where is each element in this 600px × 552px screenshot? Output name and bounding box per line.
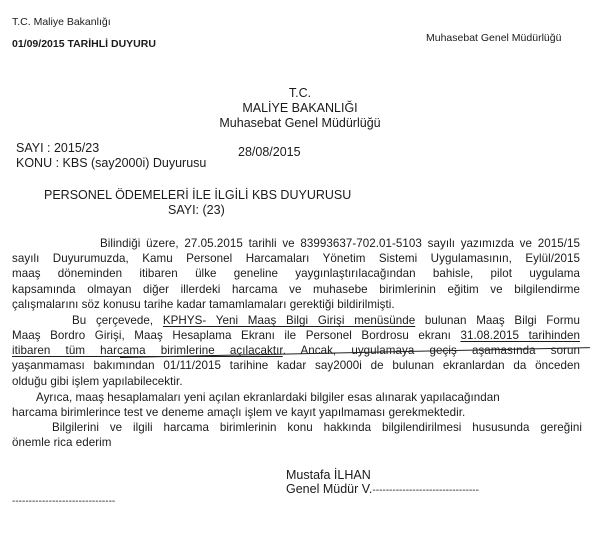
- p1-line-3: maaş döneminden itibaren ülke geneline yaygınlaştırılacağından bahisle, pilot uygulama: [12, 267, 580, 280]
- p1-line-2: sayılı Duyurumuzda, Kamu Personel Harcamaları Yönetim Sistemi Uygulamasının, Eylül/2015: [12, 252, 580, 265]
- signatory-title: Genel Müdür V.--------------------------------: [286, 482, 479, 496]
- letterhead-tc: T.C.: [288, 86, 312, 100]
- footer-dashes: -------------------------------: [12, 496, 116, 507]
- p4-line-2: önemle rica ederim: [12, 436, 112, 449]
- p1-line-4: kapsamında olmayan diğer illerdeki harcama ve muhasebe birimlerinin eğitim ve bilgilendirme: [12, 283, 580, 296]
- subject-number: SAYI: (23): [168, 203, 225, 217]
- letterhead-ministry: MALİYE BAKANLIĞI: [242, 101, 358, 115]
- p2-line-3: itibaren tüm harcama birimlerine açılacaktır. Ancak, uygulamaya geçiş aşamasında sorun: [12, 344, 580, 357]
- signatory-name: Mustafa İLHAN: [286, 468, 371, 482]
- p2-line-4: yaşanmaması bakımından 01/11/2015 tarihine kadar say2000i de bulunan ekranlardan da önceden: [12, 359, 580, 372]
- p2-line-1-underlined: KPHYS- Yeni Maaş Bilgi Girişi menüsünde: [162, 314, 416, 327]
- p2-line-3-underlined: itibaren tüm harcama birimlerine açılacaktır: [12, 344, 283, 357]
- sayi-line: SAYI : 2015/23: [16, 141, 100, 155]
- signature-dashes: --------------------------------: [372, 485, 479, 496]
- p1-line-5: çalışmalarını söz konusu tarihe kadar tamamlamaları gerektiği bildirilmişti.: [12, 298, 395, 311]
- p4-line-1: Bilgilerini ve ilgili harcama birimlerinin konu hakkında bilgilendirilmesi hususunda gereğini: [52, 421, 582, 434]
- p2-line-1: Bu çerçevede, KPHYS- Yeni Maaş Bilgi Girişi menüsünde bulunan Maaş Bilgi Formu: [72, 314, 580, 327]
- p3-line-1: Ayrıca, maaş hesaplamaları yeni açılan ekranlardaki bilgiler esas alınarak yapılacağından: [36, 391, 500, 404]
- konu-line: KONU : KBS (say2000i) Duyurusu: [16, 156, 207, 170]
- document-date: 28/08/2015: [238, 145, 301, 159]
- header-ministry: T.C. Maliye Bakanlığı: [12, 16, 111, 28]
- p2-line-2-underlined: 31.08.2015 tarihinden: [460, 329, 581, 342]
- p2-line-2: Maaş Bordro Girişi, Maaş Hesaplama Ekranı ile Personel Bordrosu ekranı 31.08.2015 tarihinden: [12, 329, 581, 342]
- header-department: Muhasebat Genel Müdürlüğü: [426, 32, 562, 44]
- header-date-label: 01/09/2015 TARİHLİ DUYURU: [12, 38, 156, 50]
- p3-line-2: harcama birimlerince test ve deneme amaçlı işlem ve kayıt yapılmaması gerekmektedir.: [12, 406, 466, 419]
- subject-title: PERSONEL ÖDEMELERİ İLE İLGİLİ KBS DUYURUSU: [44, 188, 352, 202]
- p2-line-5: olduğu gibi işlem yapılabilecektir.: [12, 375, 183, 388]
- p1-line-1: Bilindiği üzere, 27.05.2015 tarihli ve 83993637-702.01-5103 sayılı yazımızda ve 2015/15: [100, 237, 580, 250]
- letterhead-department: Muhasebat Genel Müdürlüğü: [219, 116, 381, 130]
